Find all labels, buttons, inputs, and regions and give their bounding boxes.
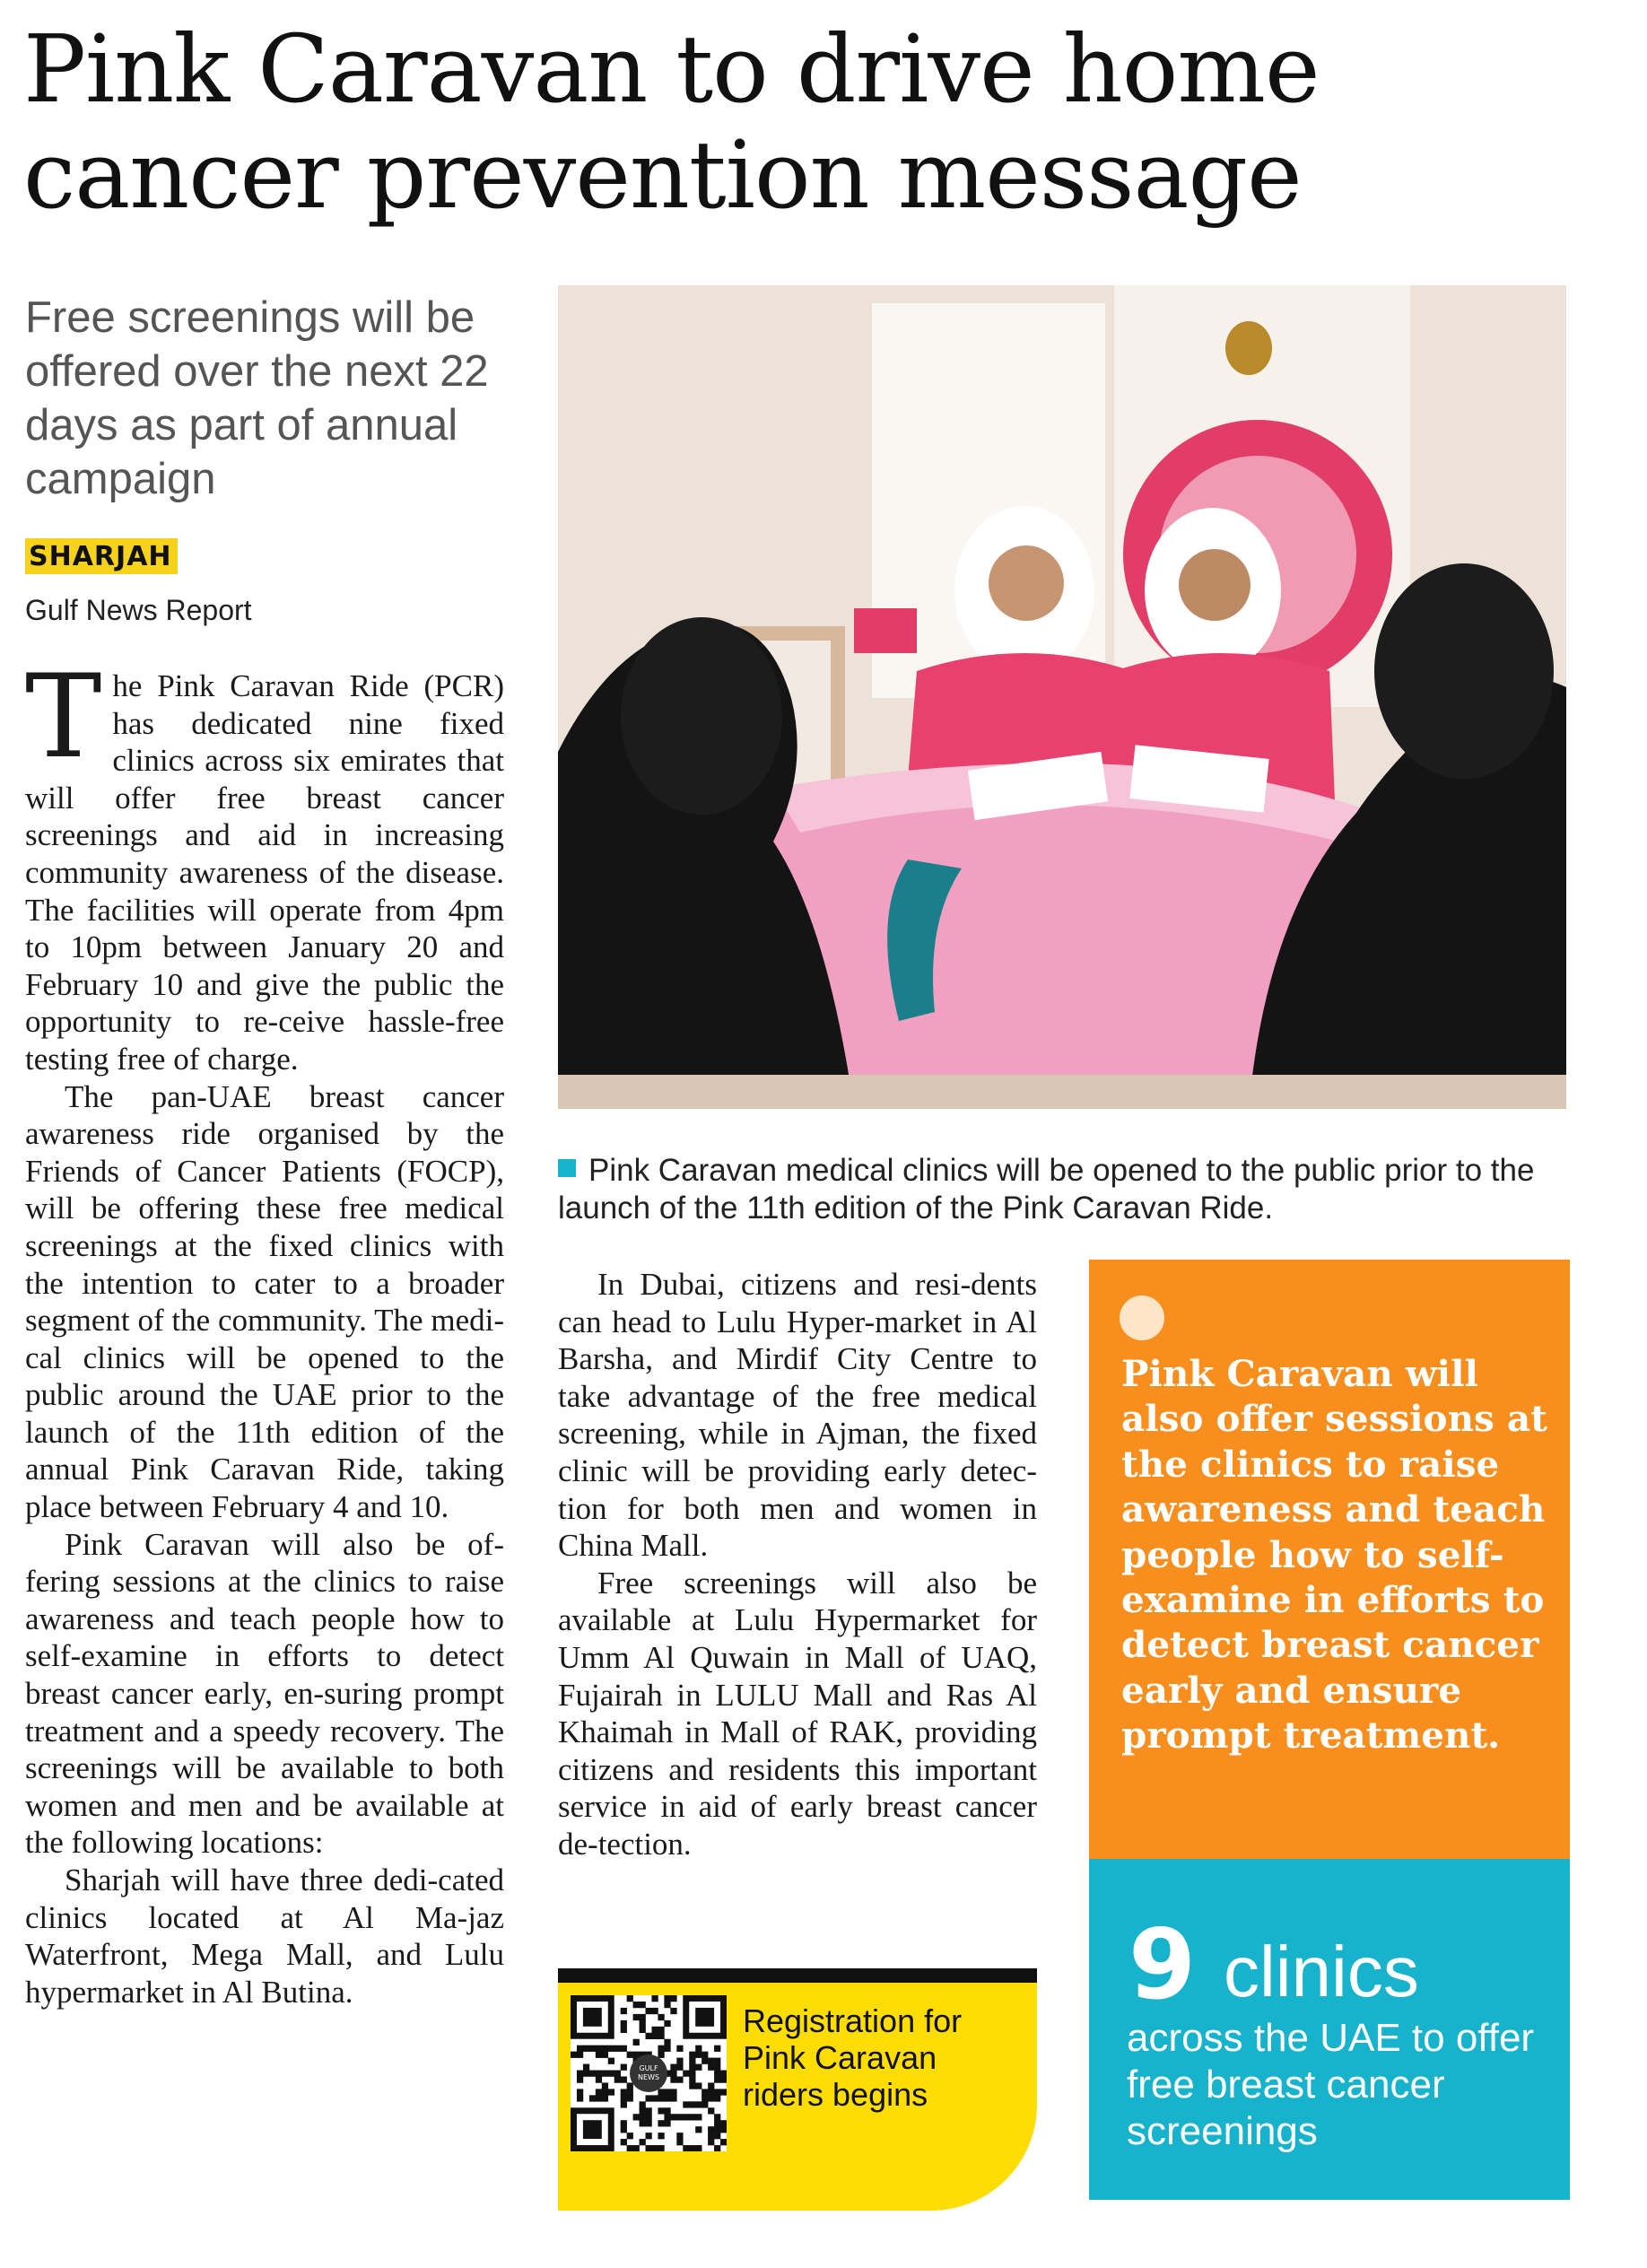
article-column-2: [558, 1266, 1037, 1863]
paragraph: Pink Caravan will also be of-fering sessions at the clinics to raise awareness and teach people how to self-examine in efforts to detect breast cancer early, en-suring prompt treatment and a speedy recovery. The screenings will be available to both women and men and be available at the following locations:: [25, 1526, 504, 1861]
drop-cap: T: [25, 650, 102, 784]
paragraph: The pan-UAE breast cancer awareness ride organised by the Friends of Cancer Patients (FOCP), will be offering these free medical screenings at the fixed clinics with the intention to cater to a broader segment of the community. The medi-cal clinics will be opened to the public around the UAE prior to the launch of the 11th edition of the annual Pink Caravan Ride, taking place between February 4 and 10.: [25, 1078, 504, 1525]
dateline-badge: SHARJAH: [25, 538, 178, 574]
fact-unit: clinics: [1224, 1932, 1419, 2011]
qr-code-icon[interactable]: [571, 1995, 727, 2151]
headline: Pink Caravan to drive home cancer prevention message: [23, 14, 1320, 230]
paragraph: The Pink Caravan Ride (PCR) has dedicated nine fixed clinics across six emirates that will offer free breast cancer screenings and aid in increasing community awareness of the disease. The facilities will operate from 4pm to 10pm between January 20 and February 10 and give the public the opportunity to re-ceive hassle-free testing free of charge.: [25, 650, 504, 1077]
fact-box: [1089, 1859, 1570, 2200]
photo-caption: Pink Caravan medical clinics will be opened to the public prior to the launch of the 11th edition of the Pink Caravan Ride.: [558, 1153, 1535, 1226]
standfirst: Free screenings will be offered over the next 22 days as part of annual campaign: [25, 293, 489, 503]
qr-promo-box[interactable]: [558, 1968, 1037, 2211]
paragraph: Free screenings will also be available at Lulu Hypermarket for Umm Al Quwain in Mall of UAQ, Fujairah in LULU Mall and Ras Al Khaimah in Mall of RAK, providing citizens and residents this important service in aid of early breast cancer de-tection.: [558, 1565, 1037, 1862]
fact-description: across the UAE to offer free breast cancer screenings: [1127, 2016, 1535, 2153]
paragraph: Sharjah will have three dedi-cated clinics located at Al Ma-jaz Waterfront, Mega Mall, and Lulu hypermarket in Al Butina.: [25, 1862, 504, 2010]
gulf-news-logo: GULF NEWS: [630, 2054, 667, 2092]
photo-illustration: [558, 285, 1566, 1109]
byline: Gulf News Report: [25, 594, 252, 626]
bullet-dot-icon: [1120, 1295, 1164, 1340]
caption-marker-icon: [558, 1159, 576, 1177]
pull-quote-text: Pink Caravan will also offer sessions at the clinics to raise awareness and teach people how to self-examine in efforts to detect breast cancer early and ensure prompt treatment.: [1121, 1352, 1547, 1758]
article-column-1: [25, 650, 504, 2011]
article-photo: [558, 285, 1566, 1109]
pull-quote-box: [1089, 1260, 1570, 1859]
qr-promo-text: Registration for Pink Caravan riders begins: [743, 2002, 963, 2113]
paragraph: In Dubai, citizens and resi-dents can head to Lulu Hyper-market in Al Barsha, and Mirdif City Centre to take advantage of the free medical screening, while in Ajman, the fixed clinic will be providing early detec-tion for both men and women in China Mall.: [558, 1267, 1037, 1564]
fact-number: 9: [1128, 1909, 1197, 2021]
